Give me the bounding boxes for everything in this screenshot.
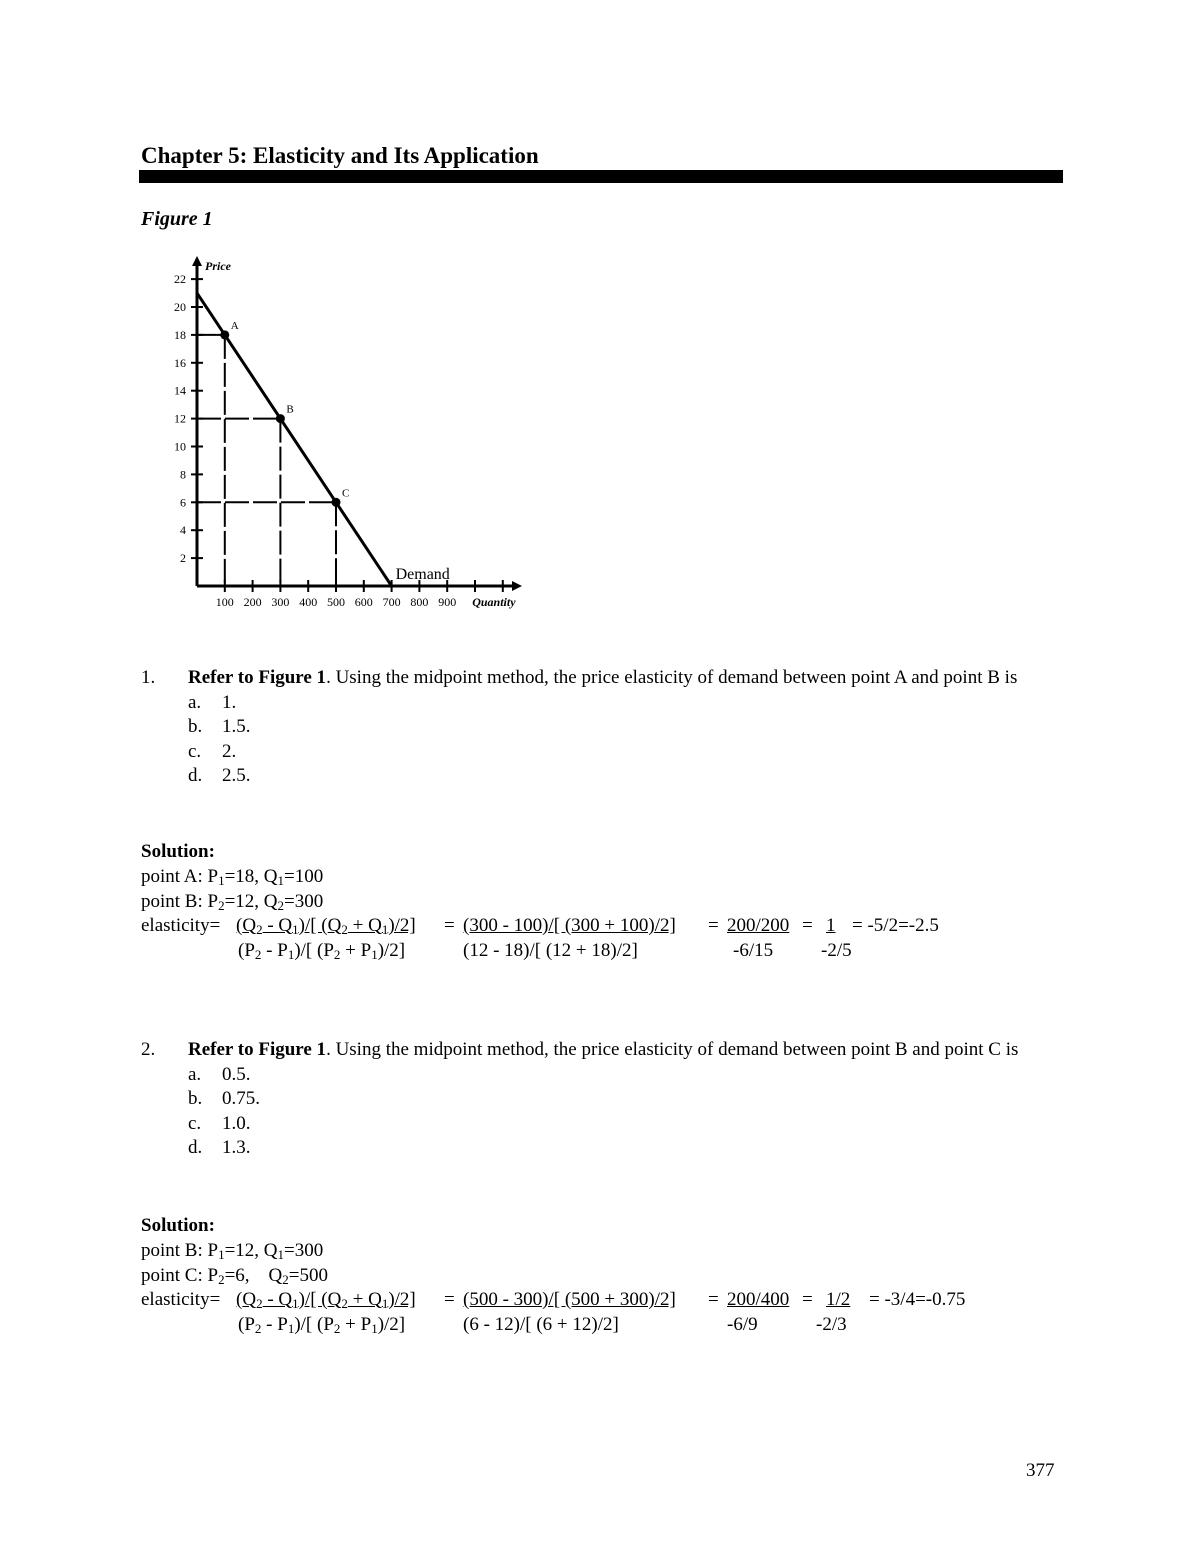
y-tick-label: 6 bbox=[180, 495, 186, 510]
y-axis-label: Price bbox=[205, 259, 231, 273]
denominator-simplified: -6/15 bbox=[733, 940, 774, 961]
option-a: a. 0.5. bbox=[188, 1063, 251, 1085]
x-axis-arrow bbox=[512, 581, 522, 591]
solution-point-1: point B: $P_1=12$, $Q_1=300$ bbox=[141, 1240, 324, 1262]
option-a: a. 1. bbox=[188, 691, 237, 713]
y-axis-arrow bbox=[192, 256, 202, 266]
denominator-substituted: (12 - 18)/[ (12 + 18)/2] bbox=[463, 940, 638, 961]
y-tick-label: 12 bbox=[174, 411, 186, 426]
x-tick-label: 100 bbox=[215, 595, 234, 609]
option-b: b. 0.75. bbox=[188, 1088, 260, 1109]
page-number: 377 bbox=[1026, 1460, 1055, 1481]
option-c: c. 2. bbox=[188, 740, 237, 762]
elasticity-lead: elasticity= bbox=[141, 1289, 221, 1310]
option-c: c. 1.0. bbox=[188, 1112, 251, 1134]
question-number: 1. bbox=[141, 667, 156, 688]
title-rule bbox=[139, 170, 1063, 183]
result: = -3/4=-0.75 bbox=[869, 1289, 966, 1310]
option-d: d. 1.3. bbox=[188, 1137, 251, 1158]
point-a bbox=[220, 330, 229, 339]
solution-heading: Solution: bbox=[141, 841, 215, 862]
demand-chart bbox=[160, 248, 540, 618]
y-tick-label: 18 bbox=[174, 327, 186, 342]
solution-heading: Solution: bbox=[141, 1215, 215, 1236]
y-tick-label: 10 bbox=[174, 439, 186, 454]
point-c bbox=[332, 498, 341, 507]
denominator-simplified: -6/9 bbox=[727, 1314, 758, 1335]
y-tick-label: 22 bbox=[174, 272, 186, 287]
numerator-general: $(Q_2 - Q_1)/$[ $(Q_2 + Q_1)/2$] bbox=[236, 1289, 416, 1311]
numerator-general: $(Q_2 - Q_1)/$[ $(Q_2 + Q_1)/2$] bbox=[236, 915, 416, 937]
y-tick-label: 20 bbox=[174, 300, 186, 314]
y-tick-label: 8 bbox=[180, 467, 186, 482]
question-text: . Using the midpoint method, the price elasticity of demand between point A and point B is bbox=[326, 667, 1018, 688]
result: = -5/2=-2.5 bbox=[852, 915, 939, 936]
x-tick-label: 300 bbox=[271, 595, 290, 609]
x-tick-label: 200 bbox=[243, 595, 262, 609]
x-tick-label: 800 bbox=[410, 595, 429, 609]
y-tick-label: 4 bbox=[180, 523, 186, 538]
numerator-substituted: (300 - 100)/[ (300 + 100)/2] bbox=[463, 915, 676, 936]
denominator-substituted: (6 - 12)/[ (6 + 12)/2] bbox=[463, 1314, 619, 1335]
denominator-general: $(P_2 - P_1)/$[ $(P_2 + P_1)/2$] bbox=[238, 940, 406, 962]
solution-point-2: point B: $P_2=12$, $Q_2=300$ bbox=[141, 891, 324, 913]
x-axis-label: Quantity bbox=[472, 595, 516, 609]
point-b bbox=[276, 414, 285, 423]
question-ref: Refer to Figure 1 bbox=[188, 1039, 327, 1060]
question-ref: Refer to Figure 1 bbox=[188, 667, 327, 688]
numerator-substituted: (500 - 300)/[ (500 + 300)/2] bbox=[463, 1289, 676, 1310]
point-label: C bbox=[342, 487, 350, 500]
elasticity-lead: elasticity= bbox=[141, 915, 221, 936]
figure-label: Figure 1 bbox=[141, 208, 213, 230]
y-tick-label: 14 bbox=[174, 383, 186, 398]
x-tick-label: 500 bbox=[327, 595, 345, 609]
numerator-simplified: 200/400 bbox=[727, 1289, 790, 1310]
numerator-final: 1 bbox=[826, 915, 836, 936]
point-label: B bbox=[286, 403, 294, 416]
denominator-final: -2/5 bbox=[821, 940, 852, 961]
chapter-title: Chapter 5: Elasticity and Its Application bbox=[141, 143, 539, 168]
x-tick-label: 600 bbox=[354, 595, 373, 609]
point-label: A bbox=[230, 319, 239, 332]
question-text: . Using the midpoint method, the price elasticity of demand between point B and point C is bbox=[326, 1039, 1019, 1060]
option-d: d. 2.5. bbox=[188, 765, 251, 786]
denominator-final: -2/3 bbox=[816, 1314, 847, 1335]
denominator-general: $(P_2 - P_1)/$[ $(P_2 + P_1)/2$] bbox=[238, 1314, 406, 1336]
numerator-final: 1/2 bbox=[826, 1289, 851, 1310]
question-number: 2. bbox=[141, 1039, 156, 1060]
numerator-simplified: 200/200 bbox=[727, 915, 790, 936]
solution-point-2: point C: $P_2=6$, $Q_2=500$ bbox=[141, 1265, 328, 1287]
solution-point-1: point A: $P_1=18$, $Q_1=100$ bbox=[141, 866, 324, 888]
y-tick-label: 2 bbox=[180, 551, 186, 566]
x-tick-label: 400 bbox=[299, 595, 318, 609]
y-tick-label: 16 bbox=[174, 355, 186, 370]
demand-label: Demand bbox=[395, 566, 450, 583]
option-b: b. 1.5. bbox=[188, 716, 251, 737]
x-tick-label: 900 bbox=[438, 595, 457, 609]
x-tick-label: 700 bbox=[382, 595, 401, 609]
